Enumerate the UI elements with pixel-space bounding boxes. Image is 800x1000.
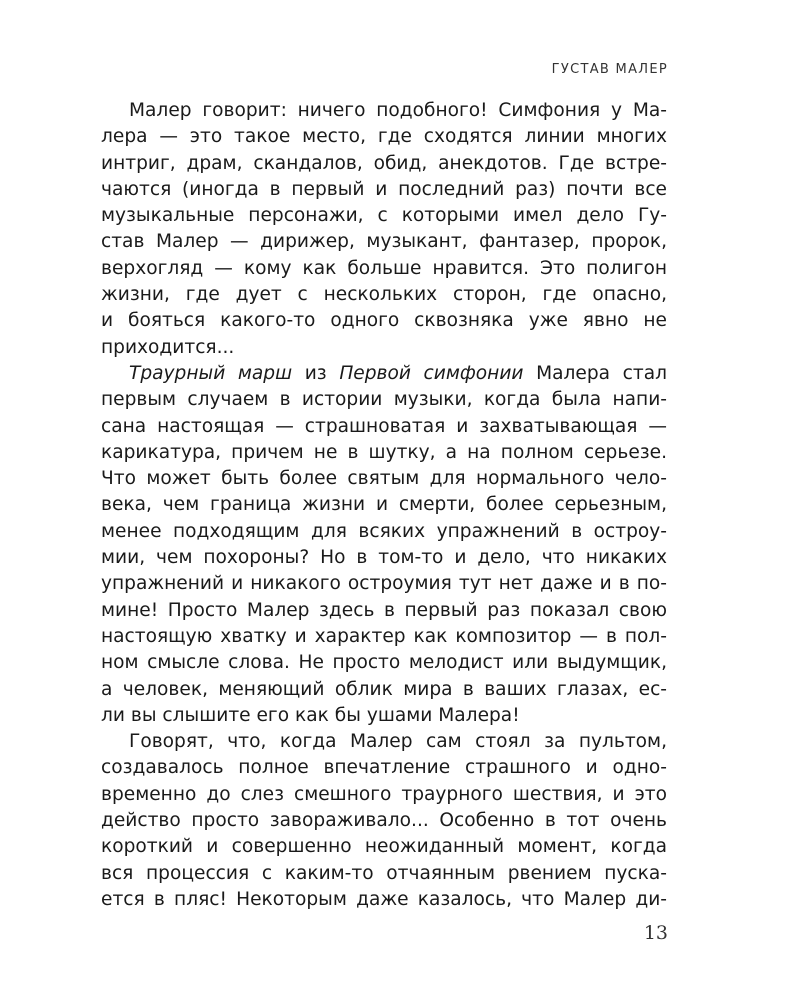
text-line (101, 834, 667, 860)
text-span: мии, чем похороны? Но в том-то и дело, что никаких (101, 547, 667, 569)
text-line (101, 414, 667, 440)
text-line (101, 598, 667, 624)
text-span: интриг, драм, скандалов, обид, анекдотов. Где встре- (101, 152, 667, 174)
text-span: первым случаем в истории музыки, когда была напи- (101, 389, 667, 411)
text-span: став Малер — дирижер, музыкант, фантазер, пророк, (101, 231, 667, 253)
text-line (101, 650, 667, 676)
text-span: приходится... (101, 336, 235, 358)
text-line (101, 729, 667, 755)
text-span: и бояться какого-то одного сквозняка уже явно не (101, 310, 667, 332)
text-line (101, 571, 667, 597)
text-line (101, 203, 667, 229)
text-span: а человек, меняющий облик мира в ваших глазах, ес- (101, 678, 667, 700)
text-span: создавалось полное впечатление страшного и одно- (101, 757, 667, 779)
page-number: 13 (643, 922, 668, 944)
text-span: из (292, 362, 340, 384)
text-line (101, 335, 667, 361)
text-span: действо просто завораживало... Особенно в тот очень (101, 810, 667, 832)
text-line (101, 256, 667, 282)
text-span: ли вы слышите его как бы ушами Малера! (101, 704, 520, 726)
text-span: менее подходящим для всяких упражнений в остроу- (101, 520, 667, 542)
running-head: ГУСТАВ МАЛЕР (551, 62, 668, 77)
text-line (101, 545, 667, 571)
text-span: жизни, где дует с нескольких сторон, где опасно, (101, 284, 667, 306)
text-line (101, 440, 667, 466)
text-line (101, 703, 667, 729)
text-span: верхогляд — кому как больше нравится. Это полигон (101, 257, 667, 279)
text-line (101, 308, 667, 334)
text-span: временно до слез смешного траурного шествия, и это (101, 783, 667, 805)
text-span: ном смысле слова. Не просто мелодист или выдумщик, (101, 652, 667, 674)
text-line (101, 361, 667, 387)
italic-title: Первой симфонии (339, 362, 524, 384)
text-span: карикатура, причем не в шутку, а на полном серьезе. (101, 441, 667, 463)
text-span: сана настоящая — страшноватая и захватывающая — (101, 415, 667, 437)
text-span: настоящую хватку и характер как композитор — в пол- (101, 625, 667, 647)
text-line (101, 229, 667, 255)
text-span: ется в пляс! Некоторым даже казалось, что Малер ди- (101, 888, 667, 910)
text-line (101, 387, 667, 413)
text-span: упражнений и никакого остроумия тут нет даже и в по- (101, 573, 667, 595)
text-span: Малер говорит: ничего подобного! Симфония у Ма- (129, 100, 667, 121)
text-span: века, чем граница жизни и смерти, более серьезным, (101, 494, 667, 516)
text-line (101, 755, 667, 781)
text-line (101, 887, 667, 913)
text-span: Малера стал (523, 362, 667, 384)
text-line (101, 124, 667, 150)
text-line (101, 519, 667, 545)
text-span: Что может быть более святым для нормального чело- (101, 468, 667, 490)
text-line (101, 282, 667, 308)
text-span: мине! Просто Малер здесь в первый раз показал свою (101, 599, 667, 621)
text-span: вся процессия с каким-то отчаянным рвением пуска- (101, 862, 667, 884)
text-line (101, 492, 667, 518)
text-line (101, 808, 667, 834)
text-span: чаются (иногда в первый и последний раз) почти все (101, 178, 667, 200)
text-line (101, 861, 667, 887)
text-line (101, 624, 667, 650)
text-span: Говорят, что, когда Малер сам стоял за пультом, (129, 731, 667, 753)
italic-title: Траурный марш (129, 362, 293, 384)
text-line (101, 677, 667, 703)
text-span: музыкальные персонажи, с которыми имел дело Гу- (101, 205, 667, 227)
body-text (101, 98, 667, 913)
text-line (101, 782, 667, 808)
text-span: лера — это такое место, где сходятся линии многих (101, 126, 667, 148)
text-line (101, 177, 667, 203)
text-span: короткий и совершенно неожиданный момент, когда (101, 836, 667, 858)
text-line (101, 98, 667, 124)
text-line (101, 151, 667, 177)
text-line (101, 466, 667, 492)
